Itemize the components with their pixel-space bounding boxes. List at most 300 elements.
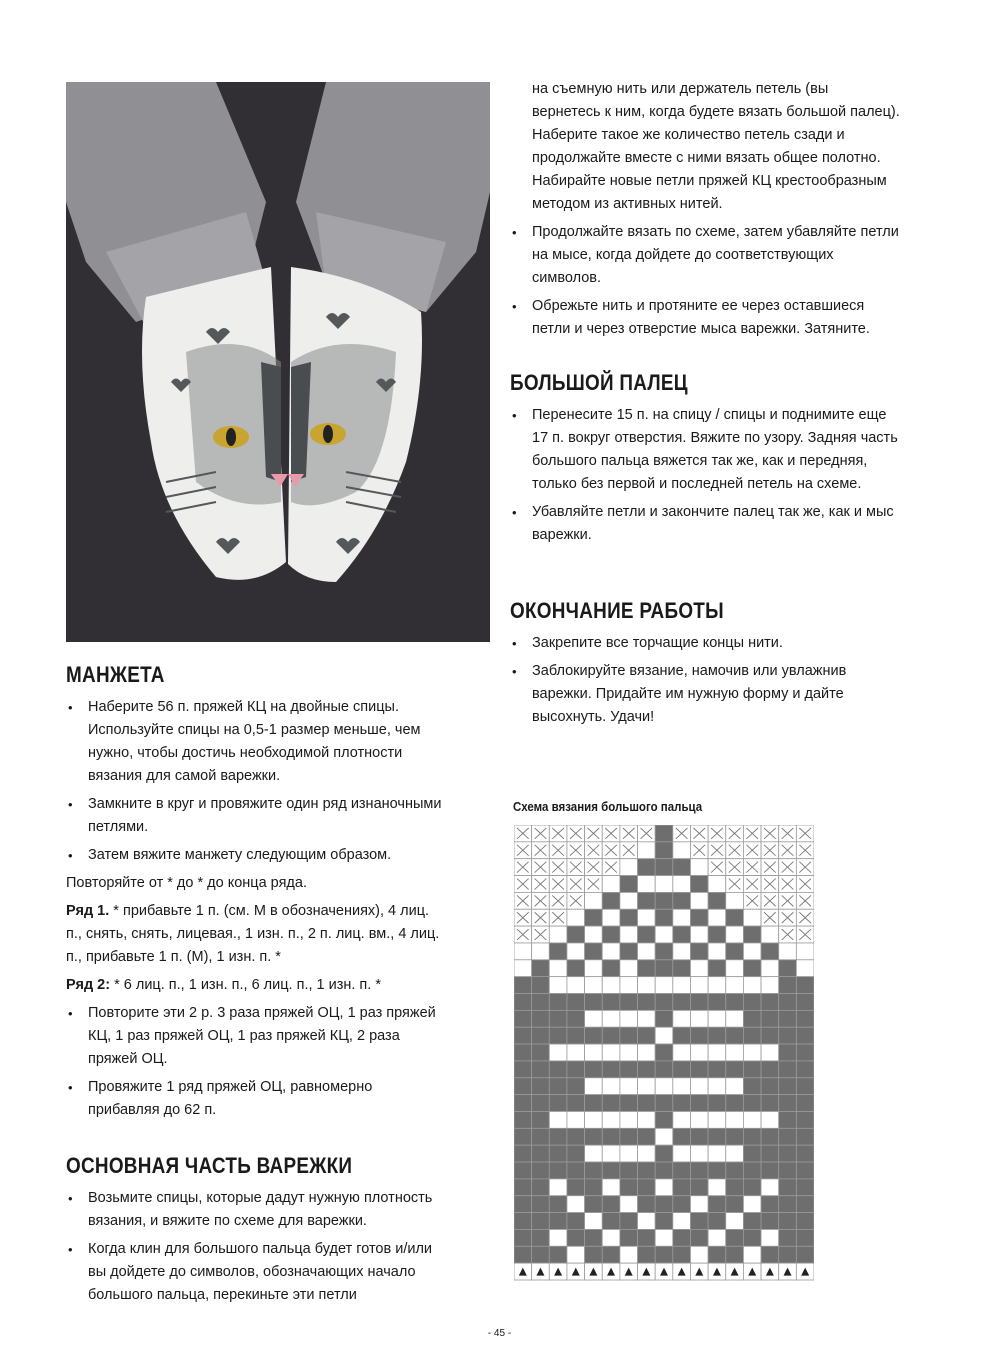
chart-cell	[567, 1162, 585, 1179]
chart-cell	[690, 1078, 708, 1095]
chart-cell	[708, 1229, 726, 1246]
chart-cell	[549, 1111, 567, 1128]
cuff-list-2	[66, 1002, 446, 1122]
chart-cell	[673, 1010, 691, 1027]
chart-cell	[673, 994, 691, 1011]
chart-cell	[708, 1213, 726, 1230]
chart-cell	[673, 1162, 691, 1179]
chart-cell	[690, 909, 708, 926]
chart-cell	[761, 1027, 779, 1044]
chart-cell	[549, 1213, 567, 1230]
chart-cell	[532, 1162, 550, 1179]
chart-cell	[761, 1111, 779, 1128]
chart-cell	[690, 1196, 708, 1213]
chart-cell	[655, 1128, 673, 1145]
chart-cell	[585, 909, 603, 926]
chart-cell	[726, 1246, 744, 1263]
chart-cell	[514, 1229, 532, 1246]
chart-cell	[567, 1246, 585, 1263]
chart-cell	[567, 1179, 585, 1196]
chart-cell	[743, 1027, 761, 1044]
chart-cell	[796, 1095, 814, 1112]
chart-cell	[726, 1179, 744, 1196]
chart-cell	[673, 943, 691, 960]
chart-cell	[796, 1229, 814, 1246]
row2-text: * 6 лиц. п., 1 изн. п., 6 лиц. п., 1 изн. п. *	[110, 977, 381, 993]
list-item: • Продолжайте вязать по схеме, затем убавляйте петли на мысе, когда дойдете до соответствующих символов.	[510, 221, 900, 290]
chart-cell	[514, 1128, 532, 1145]
chart-cell	[620, 1111, 638, 1128]
chart-cell	[779, 1229, 797, 1246]
chart-cell	[673, 1111, 691, 1128]
chart-cell	[585, 1196, 603, 1213]
chart-cell	[796, 1179, 814, 1196]
main-continued-list	[510, 221, 900, 341]
chart-cell	[761, 1145, 779, 1162]
row1-instruction	[66, 900, 446, 969]
chart-cell	[726, 960, 744, 977]
chart-cell	[567, 1128, 585, 1145]
chart-cell	[708, 892, 726, 909]
finish-heading: ОКОНЧАНИЕ РАБОТЫ	[510, 598, 724, 623]
chart-cell	[796, 1044, 814, 1061]
chart-cell	[620, 1078, 638, 1095]
chart-cell	[796, 943, 814, 960]
chart-cell	[567, 943, 585, 960]
chart-cell	[690, 1044, 708, 1061]
chart-cell	[673, 1128, 691, 1145]
chart-cell	[532, 1078, 550, 1095]
chart-cell	[708, 1027, 726, 1044]
chart-cell	[673, 926, 691, 943]
chart-cell	[514, 1145, 532, 1162]
cuff-list	[66, 696, 446, 867]
chart-cell	[726, 1111, 744, 1128]
chart-cell	[514, 1095, 532, 1112]
chart-cell	[638, 842, 656, 859]
row1-text: * прибавьте 1 п. (см. М в обозначениях), 4 лиц. п., снять, снять, лицевая., 1 изн. п., 2 п. лиц. вм., 4 лиц. п., прибавьте 1 п. (М), 1 изн. п. *	[66, 903, 440, 965]
chart-cell	[655, 1196, 673, 1213]
list-item: • Затем вяжите манжету следующим образом.	[66, 844, 446, 867]
chart-cell	[673, 1044, 691, 1061]
chart-cell	[761, 960, 779, 977]
chart-cell	[602, 876, 620, 893]
chart-cell	[567, 1044, 585, 1061]
chart-cell	[549, 1128, 567, 1145]
chart-cell	[567, 909, 585, 926]
thumb-list	[510, 404, 900, 547]
chart-cell	[549, 943, 567, 960]
chart-cell	[549, 1246, 567, 1263]
chart-cell	[585, 1010, 603, 1027]
chart-cell	[602, 1162, 620, 1179]
chart-cell	[549, 960, 567, 977]
list-item: • Перенесите 15 п. на спицу / спицы и поднимите еще 17 п. вокруг отверстия. Вяжите по узору. Задняя часть большого пальца вяжется так же, как и передняя, только без первой и последней петель на схеме.	[510, 404, 900, 496]
chart-cell	[761, 1078, 779, 1095]
chart-cell	[690, 892, 708, 909]
chart-cell	[779, 960, 797, 977]
chart-cell	[514, 1213, 532, 1230]
chart-cell	[726, 1027, 744, 1044]
chart-cell	[690, 876, 708, 893]
chart-cell	[779, 1111, 797, 1128]
chart-cell	[690, 1213, 708, 1230]
chart-cell	[602, 1044, 620, 1061]
chart-cell	[779, 1128, 797, 1145]
chart-cell	[638, 1027, 656, 1044]
chart-cell	[779, 1095, 797, 1112]
chart-cell	[532, 960, 550, 977]
chart-cell	[620, 1044, 638, 1061]
chart-cell	[655, 994, 673, 1011]
chart-cell	[743, 909, 761, 926]
chart-cell	[708, 876, 726, 893]
chart-cell	[638, 1095, 656, 1112]
mittens-photo	[66, 82, 490, 642]
chart-cell	[602, 1010, 620, 1027]
chart-cell	[726, 909, 744, 926]
chart-cell	[638, 1213, 656, 1230]
chart-cell	[796, 1111, 814, 1128]
chart-cell	[779, 1179, 797, 1196]
repeat-note: Повторяйте от * до * до конца ряда.	[66, 875, 307, 891]
chart-cell	[796, 1246, 814, 1263]
chart-cell	[743, 1078, 761, 1095]
chart-cell	[602, 1246, 620, 1263]
page-number: - 45 -	[487, 1328, 512, 1339]
chart-cell	[726, 1128, 744, 1145]
chart-cell	[567, 960, 585, 977]
list-item: • Провяжите 1 ряд пряжей ОЦ, равномерно прибавляя до 62 п.	[66, 1076, 446, 1122]
chart-cell	[514, 1246, 532, 1263]
chart-cell	[673, 1095, 691, 1112]
chart-cell	[514, 1111, 532, 1128]
chart-cell	[726, 943, 744, 960]
chart-cell	[638, 859, 656, 876]
chart-cell	[796, 1145, 814, 1162]
chart-cell	[743, 1246, 761, 1263]
chart-cell	[796, 1213, 814, 1230]
chart-cell	[726, 1095, 744, 1112]
main-list	[66, 1187, 446, 1307]
chart-cell	[620, 1162, 638, 1179]
list-item: • Наберите 56 п. пряжей КЦ на двойные спицы. Используйте спицы на 0,5-1 размер меньше, чем нужно, чтобы достичь необходимой плотности вязания для самой варежки.	[66, 696, 446, 788]
chart-cell	[602, 1196, 620, 1213]
list-item: • Повторите эти 2 р. 3 раза пряжей ОЦ, 1 раз пряжей КЦ, 1 раз пряжей ОЦ, 1 раз пряжей КЦ, 2 раза пряжей ОЦ.	[66, 1002, 446, 1071]
chart-cell	[761, 1162, 779, 1179]
chart-cell	[514, 1010, 532, 1027]
chart-cell	[620, 1010, 638, 1027]
chart-cell	[585, 1246, 603, 1263]
chart-cell	[602, 1213, 620, 1230]
chart-cell	[602, 1179, 620, 1196]
chart-cell	[602, 1095, 620, 1112]
chart-cell	[585, 1044, 603, 1061]
finish-section	[510, 596, 900, 734]
chart-cell	[743, 1128, 761, 1145]
chart-cell	[567, 1213, 585, 1230]
chart-cell	[620, 1095, 638, 1112]
chart-cell	[602, 994, 620, 1011]
chart-cell	[638, 1111, 656, 1128]
chart-cell	[690, 1095, 708, 1112]
chart-cell	[726, 977, 744, 994]
thumb-heading: БОЛЬШОЙ ПАЛЕЦ	[510, 370, 688, 395]
chart-cell	[761, 1229, 779, 1246]
chart-cell	[796, 1061, 814, 1078]
chart-cell	[532, 994, 550, 1011]
chart-cell	[743, 1010, 761, 1027]
chart-cell	[514, 1044, 532, 1061]
chart-cell	[549, 1010, 567, 1027]
chart-cell	[638, 1128, 656, 1145]
chart-cell	[514, 943, 532, 960]
chart-cell	[690, 960, 708, 977]
chart-cell	[796, 1027, 814, 1044]
chart-cell	[585, 1229, 603, 1246]
chart-cell	[690, 926, 708, 943]
chart-cell	[549, 1196, 567, 1213]
main-continued-text: на съемную нить или держатель петель (вы вернетесь к ним, когда будете вязать большой палец). Наберите такое же количество петель сзади и продолжайте вместе с ними вязать общее полотно. Набирайте новые петли пряжей КЦ крестообразным методом из активных нитей.	[532, 81, 900, 212]
chart-cell	[708, 1246, 726, 1263]
list-item: • Когда клин для большого пальца будет готов и/или вы дойдете до символов, обозначающих начало большого пальца, перекиньте эти петли	[66, 1238, 446, 1307]
chart-cell	[567, 1196, 585, 1213]
main-heading: ОСНОВНАЯ ЧАСТЬ ВАРЕЖКИ	[66, 1153, 353, 1178]
chart-cell	[761, 1213, 779, 1230]
chart-cell	[743, 926, 761, 943]
chart-cell	[532, 1145, 550, 1162]
list-item: • Возьмите спицы, которые дадут нужную плотность вязания, и вяжите по схеме для варежки.	[66, 1187, 446, 1233]
chart-cell	[726, 1229, 744, 1246]
chart-cell	[673, 977, 691, 994]
chart-cell	[655, 1010, 673, 1027]
chart-cell	[796, 1196, 814, 1213]
chart-cell	[796, 960, 814, 977]
chart-cell	[673, 859, 691, 876]
chart-cell	[638, 1246, 656, 1263]
chart-cell	[585, 1061, 603, 1078]
chart-cell	[743, 1044, 761, 1061]
chart-cell	[514, 1027, 532, 1044]
chart-cell	[638, 977, 656, 994]
chart-cell	[761, 1196, 779, 1213]
cuff-heading: МАНЖЕТА	[66, 662, 165, 687]
chart-cell	[726, 1061, 744, 1078]
chart-cell	[655, 926, 673, 943]
chart-cell	[620, 960, 638, 977]
chart-cell	[743, 1162, 761, 1179]
chart-cell	[779, 1213, 797, 1230]
chart-cell	[673, 1179, 691, 1196]
chart-cell	[514, 1078, 532, 1095]
chart-cell	[549, 977, 567, 994]
chart-cell	[708, 1010, 726, 1027]
chart-cell	[567, 926, 585, 943]
chart-cell	[620, 994, 638, 1011]
chart-cell	[655, 1111, 673, 1128]
chart-cell	[585, 977, 603, 994]
chart-cell	[585, 960, 603, 977]
chart-cell	[743, 1095, 761, 1112]
chart-cell	[655, 1162, 673, 1179]
chart-cell	[655, 1179, 673, 1196]
chart-cell	[567, 1027, 585, 1044]
chart-cell	[514, 994, 532, 1011]
chart-cell	[567, 1111, 585, 1128]
chart-cell	[549, 994, 567, 1011]
chart-cell	[532, 943, 550, 960]
chart-cell	[585, 994, 603, 1011]
chart-cell	[514, 977, 532, 994]
chart-cell	[638, 960, 656, 977]
chart-cell	[567, 1061, 585, 1078]
chart-cell	[620, 1027, 638, 1044]
chart-cell	[673, 1061, 691, 1078]
chart-cell	[620, 892, 638, 909]
chart-cell	[655, 1027, 673, 1044]
finish-list	[510, 632, 900, 729]
chart-cell	[761, 1044, 779, 1061]
chart-cell	[532, 1111, 550, 1128]
chart-cell	[726, 1010, 744, 1027]
chart-cell	[761, 943, 779, 960]
chart-cell	[690, 1061, 708, 1078]
chart-cell	[549, 1179, 567, 1196]
chart-cell	[514, 960, 532, 977]
chart-cell	[620, 1061, 638, 1078]
chart-cell	[796, 977, 814, 994]
chart-cell	[796, 1162, 814, 1179]
chart-cell	[743, 1196, 761, 1213]
chart-cell	[585, 1078, 603, 1095]
chart-cell	[743, 1111, 761, 1128]
chart-cell	[638, 1044, 656, 1061]
chart-cell	[673, 1145, 691, 1162]
chart-cell	[708, 943, 726, 960]
chart-cell	[532, 1229, 550, 1246]
chart-cell	[655, 1213, 673, 1230]
chart-cell	[655, 825, 673, 842]
chart-cell	[743, 943, 761, 960]
chart-cell	[779, 1027, 797, 1044]
chart-cell	[532, 1044, 550, 1061]
chart-cell	[761, 926, 779, 943]
chart-cell	[796, 994, 814, 1011]
chart-cell	[690, 1111, 708, 1128]
chart-cell	[549, 926, 567, 943]
chart-cell	[585, 1128, 603, 1145]
chart-cell	[549, 1095, 567, 1112]
chart-cell	[638, 943, 656, 960]
chart-cell	[690, 1179, 708, 1196]
list-item: • Замкните в круг и провяжите один ряд изнаночными петлями.	[66, 793, 446, 839]
chart-cell	[779, 1162, 797, 1179]
chart-cell	[779, 1010, 797, 1027]
chart-cell	[708, 926, 726, 943]
chart-cell	[549, 1044, 567, 1061]
chart-cell	[567, 1095, 585, 1112]
chart-cell	[673, 1213, 691, 1230]
chart-cell	[655, 960, 673, 977]
chart-cell	[743, 1145, 761, 1162]
row2-instruction	[66, 974, 446, 997]
chart-cell	[620, 909, 638, 926]
chart-cell	[602, 1078, 620, 1095]
chart-cell	[690, 943, 708, 960]
chart-cell	[602, 1111, 620, 1128]
chart-cell	[638, 1078, 656, 1095]
chart-cell	[655, 1095, 673, 1112]
chart-cell	[761, 1128, 779, 1145]
chart-cell	[620, 977, 638, 994]
chart-cell	[761, 994, 779, 1011]
chart-cell	[743, 960, 761, 977]
chart-cell	[655, 1078, 673, 1095]
thumb-section	[510, 368, 900, 552]
chart-cell	[761, 1095, 779, 1112]
chart-cell	[743, 1179, 761, 1196]
chart-cell	[655, 859, 673, 876]
chart-cell	[743, 1213, 761, 1230]
chart-cell	[761, 1010, 779, 1027]
chart-cell	[585, 943, 603, 960]
chart-cell	[638, 1229, 656, 1246]
chart-cell	[726, 892, 744, 909]
chart-cell	[779, 1044, 797, 1061]
chart-cell	[708, 960, 726, 977]
chart-title: Схема вязания большого пальца	[513, 800, 703, 814]
chart-cell	[708, 977, 726, 994]
chart-cell	[585, 1179, 603, 1196]
chart-cell	[726, 926, 744, 943]
chart-cell	[585, 892, 603, 909]
chart-cell	[690, 977, 708, 994]
chart-cell	[602, 1128, 620, 1145]
chart-cell	[585, 1111, 603, 1128]
chart-cell	[638, 1145, 656, 1162]
chart-cell	[514, 1179, 532, 1196]
chart-cell	[567, 1229, 585, 1246]
chart-cell	[567, 1078, 585, 1095]
left-text-column	[66, 660, 446, 1312]
chart-cell	[638, 909, 656, 926]
chart-cell	[726, 1145, 744, 1162]
chart-cell	[549, 1229, 567, 1246]
chart-cell	[779, 1078, 797, 1095]
chart-cell	[708, 1095, 726, 1112]
chart-cell	[726, 1162, 744, 1179]
chart-cell	[761, 1061, 779, 1078]
chart-cell	[708, 1044, 726, 1061]
chart-cell	[620, 1128, 638, 1145]
chart-cell	[726, 1213, 744, 1230]
chart-cell	[761, 1179, 779, 1196]
chart-cell	[602, 1027, 620, 1044]
chart-cell	[708, 1196, 726, 1213]
list-item: • Убавляйте петли и закончите палец так же, как и мыс варежки.	[510, 501, 900, 547]
chart-cell	[796, 1078, 814, 1095]
chart-cell	[779, 1196, 797, 1213]
chart-cell	[585, 1213, 603, 1230]
chart-cell	[743, 1061, 761, 1078]
chart-cell	[638, 1061, 656, 1078]
chart-cell	[673, 909, 691, 926]
chart-cell	[602, 943, 620, 960]
chart-cell	[673, 1229, 691, 1246]
list-item: • Заблокируйте вязание, намочив или увлажнив варежки. Придайте им нужную форму и дайте высохнуть. Удачи!	[510, 660, 900, 729]
chart-cell	[690, 1010, 708, 1027]
chart-cell	[620, 1145, 638, 1162]
